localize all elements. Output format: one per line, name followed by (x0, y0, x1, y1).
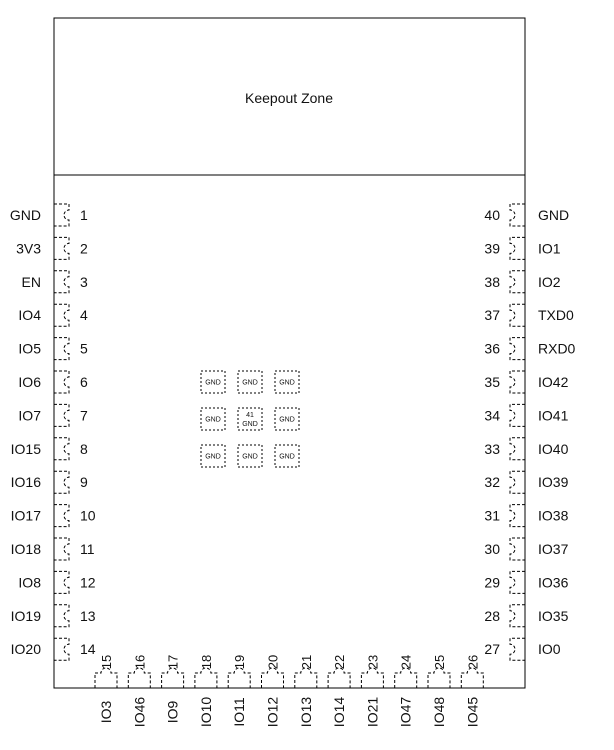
left-pin-number: 4 (80, 307, 88, 324)
bottom-pin-name: IO21 (364, 696, 381, 728)
bottom-pin-number: 22 (332, 654, 348, 670)
left-pin-pad (54, 204, 69, 226)
bottom-pin-number: 25 (432, 654, 447, 670)
left-pin-pad (54, 605, 69, 627)
ground-pad-label: GND (242, 421, 258, 428)
right-pin-name: IO39 (538, 474, 569, 491)
left-pin-number: 3 (80, 273, 88, 290)
left-pin-pad (54, 304, 69, 326)
right-pin-pad (510, 338, 525, 360)
ground-pad-label: GND (205, 416, 221, 424)
left-pin-number: 2 (80, 240, 88, 257)
right-pin-name: IO37 (538, 541, 569, 557)
bottom-pin-number: 23 (365, 654, 381, 670)
left-pin-name: IO16 (10, 474, 41, 491)
bottom-pin-pad (461, 668, 483, 688)
ground-pad-label: GND (279, 416, 295, 424)
left-pin-name: IO19 (10, 607, 41, 624)
right-pin-pad (510, 204, 525, 226)
bottom-pin-pad (228, 668, 250, 688)
right-pin-number: 27 (484, 641, 500, 658)
right-pin-name: IO2 (538, 273, 561, 290)
bottom-pin-name: IO14 (331, 696, 348, 728)
left-pin-number: 13 (80, 607, 96, 624)
bottom-pin-pad (262, 668, 284, 688)
bottom-pin-pad (361, 668, 383, 688)
bottom-pin-name: IO9 (164, 700, 181, 724)
bottom-pin-number: 20 (265, 654, 281, 670)
left-pin-pad (54, 371, 69, 393)
right-pin-number: 36 (484, 340, 500, 357)
module-body (54, 18, 525, 688)
right-pin-name: IO35 (538, 607, 569, 624)
bottom-pin-name: IO11 (231, 697, 248, 727)
bottom-pin-number: 16 (132, 654, 148, 670)
right-pin-pad (510, 605, 525, 627)
bottom-pin-name: IO46 (131, 696, 148, 728)
right-pin-name: IO1 (538, 240, 561, 257)
bottom-pin-name: IO45 (464, 696, 481, 728)
right-pin-name: IO40 (538, 440, 569, 457)
left-pin-name: 3V3 (16, 240, 41, 257)
bottom-pin-number: 26 (465, 654, 481, 670)
right-pin-number: 30 (484, 541, 500, 557)
left-pin-pad (54, 571, 69, 593)
ground-pad-label: GND (205, 453, 221, 461)
ground-pad-array (201, 371, 299, 467)
left-pin-pad (54, 538, 69, 560)
keepout-zone-label: Keepout Zone (245, 90, 333, 106)
right-pin-pad (510, 505, 525, 527)
right-pin-pad (510, 638, 525, 660)
right-pin-number: 40 (484, 207, 500, 223)
left-pin-pad (54, 338, 69, 360)
right-pin-row (484, 204, 575, 660)
bottom-pin-name: IO3 (98, 700, 114, 724)
right-pin-number: 34 (484, 407, 500, 424)
ground-pad-label: GND (279, 379, 295, 387)
bottom-pin-row (95, 655, 483, 727)
bottom-pin-number: 19 (232, 654, 248, 670)
right-pin-pad (510, 471, 525, 493)
left-pin-pad (54, 404, 69, 426)
bottom-pin-name: IO10 (197, 696, 214, 728)
bottom-pin-number: 18 (198, 654, 214, 670)
right-pin-pad (510, 438, 525, 460)
left-pin-number: 6 (80, 374, 88, 390)
left-pin-name: IO6 (18, 374, 41, 390)
left-pin-number: 8 (80, 440, 88, 457)
left-pin-name: IO8 (18, 574, 41, 591)
left-pin-name: IO15 (10, 440, 41, 457)
bottom-pin-name: IO47 (397, 696, 414, 728)
bottom-pin-number: 21 (298, 654, 314, 670)
left-pin-pad (54, 638, 69, 660)
right-pin-number: 28 (484, 607, 500, 624)
right-pin-name: IO36 (538, 574, 569, 591)
left-pin-number: 7 (80, 407, 88, 424)
bottom-pin-number: 17 (165, 654, 181, 670)
left-pin-number: 14 (80, 641, 96, 658)
left-pin-name: IO17 (10, 507, 41, 524)
left-pin-pad (54, 237, 69, 259)
bottom-pin-pad (128, 668, 150, 688)
ground-pad-label: GND (279, 453, 295, 461)
left-pin-number: 12 (80, 574, 96, 591)
right-pin-number: 38 (484, 273, 500, 290)
right-pin-name: IO38 (538, 507, 569, 524)
bottom-pin-pad (328, 668, 350, 688)
right-pin-name: RXD0 (538, 340, 576, 357)
bottom-pin-pad (195, 668, 217, 688)
left-pin-name: IO18 (10, 541, 41, 557)
right-pin-pad (510, 237, 525, 259)
right-pin-pad (510, 538, 525, 560)
ground-pad-number: 41 (246, 412, 254, 419)
right-pin-name: GND (538, 207, 570, 223)
left-pin-number: 9 (80, 474, 88, 491)
right-pin-pad (510, 271, 525, 293)
ground-pad-label: GND (242, 453, 258, 461)
right-pin-name: TXD0 (538, 307, 574, 324)
bottom-pin-number: 24 (398, 654, 414, 670)
right-pin-pad (510, 304, 525, 326)
bottom-pin-pad (428, 668, 450, 688)
right-pin-number: 31 (484, 507, 500, 524)
bottom-pin-number: 15 (99, 654, 114, 670)
right-pin-pad (510, 371, 525, 393)
left-pin-pad (54, 438, 69, 460)
left-pin-name: IO5 (18, 340, 41, 357)
right-pin-number: 33 (484, 440, 500, 457)
left-pin-number: 11 (80, 541, 95, 557)
right-pin-number: 37 (484, 307, 500, 324)
bottom-pin-pad (295, 668, 317, 688)
right-pin-name: IO42 (538, 374, 569, 390)
right-pin-pad (510, 404, 525, 426)
right-pin-number: 35 (484, 374, 500, 390)
left-pin-name: GND (9, 207, 41, 223)
right-pin-number: 29 (484, 574, 500, 591)
bottom-pin-pad (395, 668, 417, 688)
right-pin-number: 39 (484, 240, 500, 257)
left-pin-name: IO4 (18, 307, 41, 324)
left-pin-name: EN (21, 273, 41, 290)
bottom-pin-pad (162, 668, 184, 688)
left-pin-row (10, 204, 96, 660)
ground-pad-label: GND (242, 379, 258, 387)
left-pin-name: IO7 (18, 407, 41, 424)
left-pin-pad (54, 505, 69, 527)
left-pin-number: 1 (80, 207, 88, 223)
left-pin-pad (54, 471, 69, 493)
right-pin-number: 32 (484, 474, 500, 491)
bottom-pin-name: IO12 (264, 696, 281, 728)
left-pin-number: 10 (80, 507, 96, 524)
right-pin-name: IO41 (538, 407, 569, 424)
right-pin-pad (510, 571, 525, 593)
bottom-pin-pad (95, 668, 117, 688)
left-pin-pad (54, 271, 69, 293)
left-pin-name: IO20 (10, 641, 41, 658)
right-pin-name: IO0 (538, 641, 561, 658)
ground-pad-label: GND (205, 379, 221, 387)
bottom-pin-name: IO13 (297, 696, 314, 728)
left-pin-number: 5 (80, 340, 88, 357)
bottom-pin-name: IO48 (431, 696, 447, 728)
